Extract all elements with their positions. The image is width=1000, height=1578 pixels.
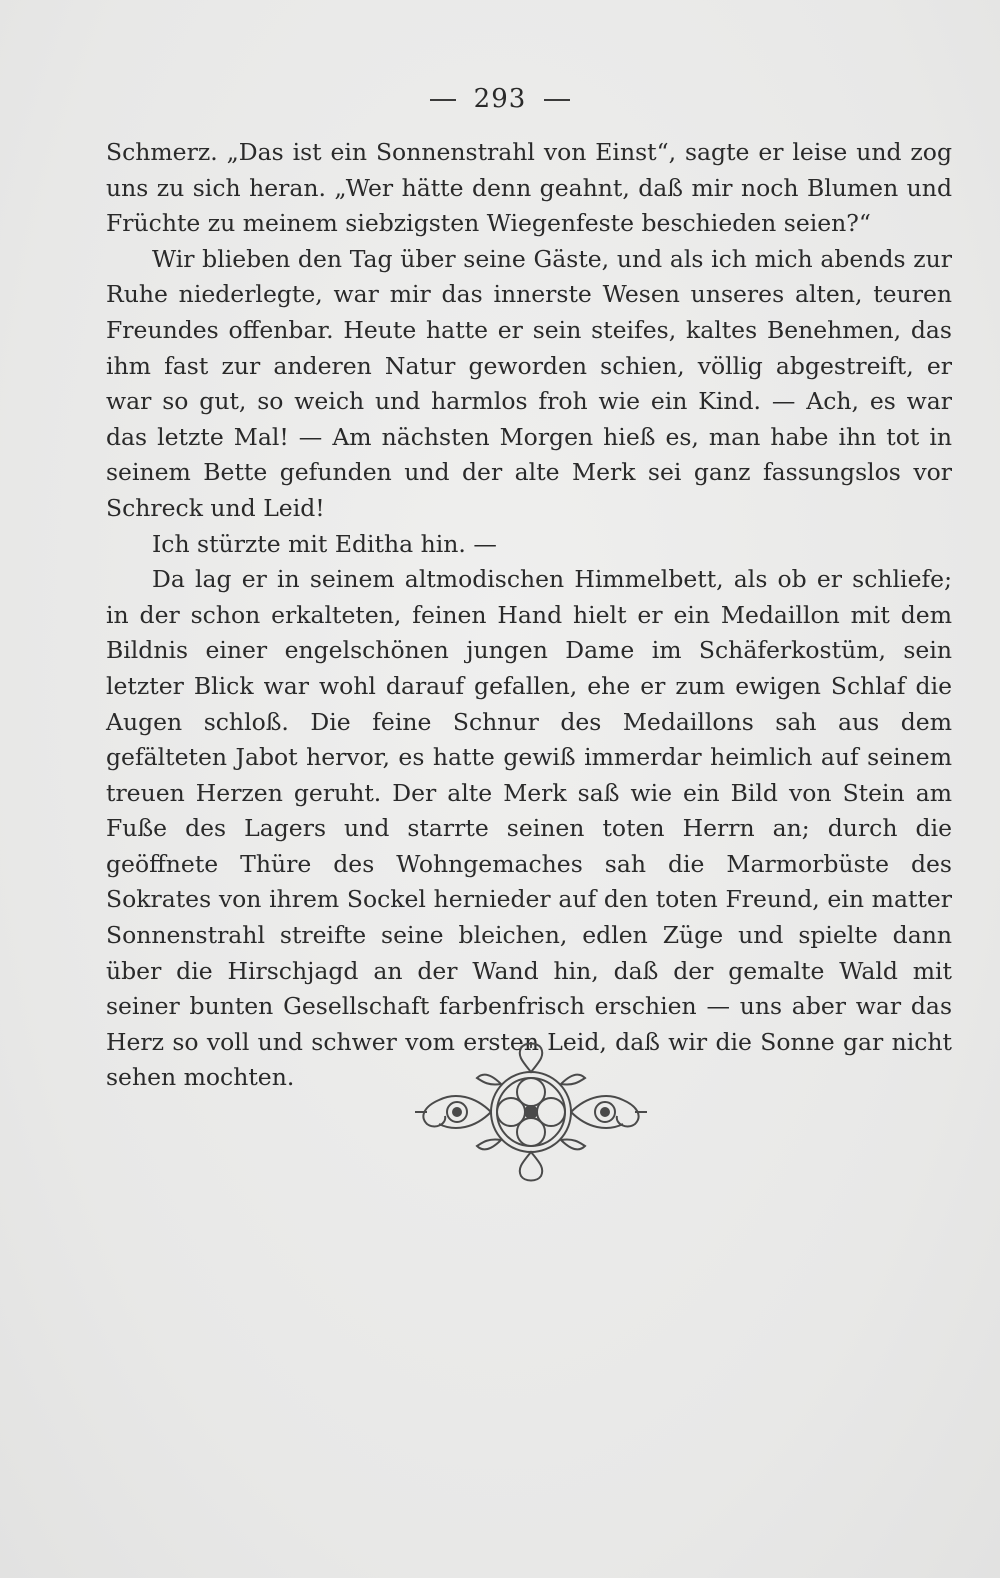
ornamental-vignette-icon: [413, 1040, 649, 1184]
paragraph-1: Schmerz. „Das ist ein Sonnenstrahl von Einst“, sagte er leise und zog uns zu sich heran. „Wer hätte denn geahnt, daß mir noch Blumen und Früchte zu meinem siebzigsten Wiegenfeste beschieden seien?“: [106, 138, 952, 238]
paragraph-4: Da lag er in seinem altmodischen Himmelbett, als ob er schliefe; in der schon erkalteten, feinen Hand hielt er ein Medaillon mit dem Bildnis einer engelschönen jungen Dame im Schäferkostüm, sein letzter Blick war wohl darauf gefallen, ehe er zum ewigen Schlaf die Augen schloß. Die feine Schnur des Medaillons sah aus dem gefälteten Jabot hervor, es hatte gewiß immerdar heimlich auf seinem treuen Herzen geruht. Der alte Merk saß wie ein Bild von Stein am Fuße des Lagers und starrte seinen toten Herrn an; durch die geöffnete Thüre des Wohngemaches sah die Marmorbüste des Sokrates von ihrem Sockel hernieder auf den toten Freund, ein matter Sonnenstrahl streifte seine bleichen, edlen Züge und spielte dann über die Hirschjagd an der Wand hin, daß der gemalte Wald mit seiner bunten Gesellschaft farbenfrisch erschien — uns aber war das Herz so voll und schwer vom ersten Leid, daß wir die Sonne gar nicht sehen mochten.: [106, 565, 952, 1092]
left-dash: [430, 99, 456, 101]
right-dash: [544, 99, 570, 101]
paragraph-2: Wir blieben den Tag über seine Gäste, und als ich mich abends zur Ruhe niederlegte, war mir das innerste Wesen unseres alten, teuren Freundes offenbar. Heute hatte er sein steifes, kaltes Benehmen, das ihm fast zur anderen Natur geworden schien, völlig abgestreift, er war so gut, so weich und harmlos froh wie ein Kind. — Ach, es war das letzte Mal! — Am nächsten Morgen hieß es, man habe ihn tot in seinem Bette gefunden und der alte Merk sei ganz fassungslos vor Schreck und Leid!: [106, 244, 952, 522]
paragraph-3: Ich stürzte mit Editha hin. —: [152, 529, 497, 558]
page-header: [0, 84, 1000, 114]
body-text: [106, 135, 952, 1096]
page-number: 293: [473, 84, 527, 114]
